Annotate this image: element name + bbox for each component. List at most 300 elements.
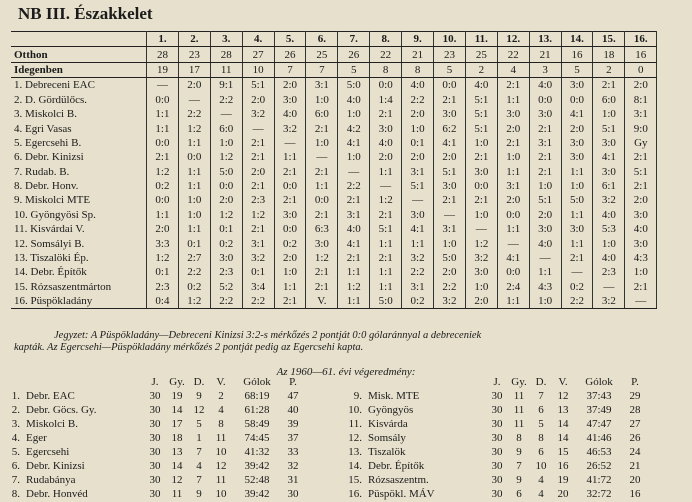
- score-cell: 0:0: [178, 150, 210, 164]
- team-row: [11, 150, 657, 164]
- score-cell: 2:0: [274, 251, 306, 265]
- standings-row: [0, 474, 304, 488]
- score-cell: 2:4: [497, 280, 529, 294]
- score-cell: 3:0: [465, 165, 497, 179]
- score-cell: 1:1: [147, 121, 179, 135]
- score-cell: 2:1: [306, 265, 338, 279]
- standings-drawn: 12: [193, 404, 205, 417]
- score-cell: 2:1: [370, 107, 402, 121]
- standings-header: D.: [193, 376, 205, 389]
- score-cell: 4:0: [593, 208, 625, 222]
- standings-played: 30: [149, 474, 161, 487]
- final-standings-left: [0, 376, 304, 502]
- standings-header-row: [342, 376, 646, 390]
- score-cell: 1:0: [529, 179, 561, 193]
- score-cell: 4:1: [402, 222, 434, 236]
- team-name: 16. Püspökladány: [11, 294, 147, 309]
- score-cell: 3:0: [625, 236, 657, 250]
- column-number: 16.: [625, 32, 657, 47]
- score-cell: 4:0: [529, 236, 561, 250]
- standings-goals: 61:28: [244, 404, 270, 417]
- summary-value: 16: [625, 47, 657, 62]
- summary-value: 8: [370, 62, 402, 77]
- score-cell: 2:1: [529, 121, 561, 135]
- score-cell: 1:1: [274, 280, 306, 294]
- standings-goals: 41:72: [586, 474, 612, 487]
- score-cell: 5:2: [210, 280, 242, 294]
- column-number: 14.: [561, 32, 593, 47]
- standings-row: [342, 474, 646, 488]
- summary-value: 3: [529, 62, 561, 77]
- standings-drawn: 10: [535, 460, 547, 473]
- standings-lost: 10: [215, 446, 227, 459]
- column-number: 2.: [178, 32, 210, 47]
- score-cell: 2:1: [370, 251, 402, 265]
- standings-goals: 41:46: [586, 432, 612, 445]
- team-name: 2. D. Gördülőcs.: [11, 93, 147, 107]
- score-cell: 5:1: [465, 121, 497, 135]
- standings-points: 33: [287, 446, 299, 459]
- score-cell: 1:0: [306, 136, 338, 150]
- score-cell: 3:0: [561, 136, 593, 150]
- score-cell: 4:1: [497, 251, 529, 265]
- standings-goals: 52:48: [244, 474, 270, 487]
- summary-value: 0: [625, 62, 657, 77]
- score-cell: 3:2: [593, 193, 625, 207]
- score-cell: 1:2: [210, 150, 242, 164]
- standings-pos: 8.: [11, 488, 20, 501]
- score-cell: 1:2: [210, 208, 242, 222]
- score-cell: —: [147, 78, 179, 93]
- standings-points: 39: [287, 418, 299, 431]
- score-cell: 1:0: [402, 121, 434, 135]
- score-cell: 4:1: [338, 236, 370, 250]
- standings-won: 11: [513, 418, 525, 431]
- team-row: [11, 208, 657, 222]
- team-row: [11, 294, 657, 309]
- standings-header-name: [20, 376, 144, 390]
- summary-value: 5: [561, 62, 593, 77]
- score-cell: 0:0: [497, 265, 529, 279]
- score-cell: 2:2: [178, 265, 210, 279]
- standings-played: 30: [149, 432, 161, 445]
- score-cell: 1:1: [497, 93, 529, 107]
- score-cell: 4:0: [529, 78, 561, 93]
- team-row: [11, 165, 657, 179]
- score-cell: 1:1: [529, 265, 561, 279]
- summary-value: 28: [210, 47, 242, 62]
- score-cell: 2:1: [465, 193, 497, 207]
- summary-value: 22: [497, 47, 529, 62]
- score-cell: 4:0: [338, 93, 370, 107]
- score-cell: 0:0: [561, 93, 593, 107]
- standings-played: 30: [491, 404, 503, 417]
- score-cell: 0:2: [147, 179, 179, 193]
- score-cell: 2:2: [338, 179, 370, 193]
- score-cell: 1:4: [370, 93, 402, 107]
- score-cell: 1:1: [147, 208, 179, 222]
- score-cell: —: [370, 179, 402, 193]
- score-cell: 0:1: [242, 265, 274, 279]
- standings-team: Egercsehi: [26, 446, 70, 459]
- standings-lost: 13: [557, 404, 569, 417]
- score-cell: 5:1: [465, 93, 497, 107]
- standings-points: 24: [629, 446, 641, 459]
- score-cell: 1:2: [306, 251, 338, 265]
- standings-won: 11: [171, 488, 183, 501]
- score-cell: 2:1: [242, 179, 274, 193]
- standings-team: Somsály: [368, 432, 406, 445]
- score-cell: 0:0: [147, 93, 179, 107]
- standings-row: [0, 446, 304, 460]
- standings-goals: 26:52: [586, 460, 612, 473]
- score-cell: —: [529, 251, 561, 265]
- standings-points: 27: [629, 418, 641, 431]
- score-cell: 0:0: [210, 179, 242, 193]
- score-cell: 1:1: [274, 150, 306, 164]
- summary-row: [11, 47, 657, 62]
- standings-goals: 47:47: [586, 418, 612, 431]
- score-cell: 2:1: [338, 193, 370, 207]
- standings-drawn: 6: [538, 446, 544, 459]
- score-cell: 2:1: [561, 251, 593, 265]
- score-cell: 3:1: [625, 107, 657, 121]
- standings-header: V.: [558, 376, 568, 389]
- score-cell: 2:1: [274, 294, 306, 309]
- standings-won: 12: [171, 474, 183, 487]
- summary-value: 19: [147, 62, 179, 77]
- standings-goals: 39:42: [244, 488, 270, 501]
- score-cell: 0:0: [434, 78, 466, 93]
- standings-won: 8: [516, 432, 522, 445]
- standings-goals: 58:49: [244, 418, 270, 431]
- score-cell: 2:7: [178, 251, 210, 265]
- standings-points: 31: [287, 474, 299, 487]
- note-line-1: Jegyzet: A Püspökladány—Debreceni Kinizsi 3:2-s mérkőzés 2 pontját 0:0 gólaránnyal a debreceniek: [54, 330, 482, 341]
- standings-header: V.: [216, 376, 226, 389]
- column-number: 12.: [497, 32, 529, 47]
- column-number: 13.: [529, 32, 561, 47]
- team-name: 3. Miskolci B.: [11, 107, 147, 121]
- standings-goals: 32:72: [586, 488, 612, 501]
- standings-lost: 8: [218, 418, 224, 431]
- score-cell: 3:0: [529, 107, 561, 121]
- score-cell: 0:4: [147, 294, 179, 309]
- score-cell: 1:0: [497, 150, 529, 164]
- score-cell: 5:1: [434, 165, 466, 179]
- summary-value: 2: [593, 62, 625, 77]
- score-cell: 3:2: [402, 251, 434, 265]
- summary-value: 28: [147, 47, 179, 62]
- team-row: [11, 107, 657, 121]
- score-cell: 1:2: [338, 280, 370, 294]
- score-cell: 0:2: [178, 280, 210, 294]
- standings-header-name: [362, 376, 486, 390]
- score-cell: 1:1: [147, 107, 179, 121]
- score-cell: 4:0: [593, 251, 625, 265]
- score-cell: 0:0: [529, 93, 561, 107]
- column-number: 7.: [338, 32, 370, 47]
- score-cell: 0:0: [147, 136, 179, 150]
- summary-value: 5: [338, 62, 370, 77]
- standings-team: Debr. Építők: [368, 460, 425, 473]
- score-cell: 4:1: [338, 136, 370, 150]
- standings-played: 30: [149, 488, 161, 501]
- score-cell: 2:1: [370, 208, 402, 222]
- standings-played: 30: [149, 460, 161, 473]
- standings-team: Eger: [26, 432, 47, 445]
- score-cell: 2:1: [465, 150, 497, 164]
- standings-points: 40: [287, 404, 299, 417]
- standings-won: 17: [171, 418, 183, 431]
- score-cell: 1:0: [529, 294, 561, 309]
- score-cell: 4:0: [402, 78, 434, 93]
- score-cell: 3:3: [147, 236, 179, 250]
- team-name: 14. Debr. Építők: [11, 265, 147, 279]
- score-cell: 6:0: [210, 121, 242, 135]
- team-row: [11, 193, 657, 207]
- score-cell: 1:2: [147, 251, 179, 265]
- score-cell: 5:1: [529, 193, 561, 207]
- score-cell: 5:0: [561, 193, 593, 207]
- score-cell: 1:2: [178, 294, 210, 309]
- score-cell: 0:0: [497, 208, 529, 222]
- summary-value: 25: [465, 47, 497, 62]
- score-cell: 2:0: [274, 78, 306, 93]
- column-number: 4.: [242, 32, 274, 47]
- score-cell: 3:1: [338, 208, 370, 222]
- standings-played: 30: [491, 418, 503, 431]
- score-cell: 1:2: [242, 208, 274, 222]
- score-cell: 2:1: [306, 280, 338, 294]
- standings-played: 30: [491, 432, 503, 445]
- standings-team: Gyöngyös: [368, 404, 414, 417]
- summary-label: Otthon: [11, 47, 147, 62]
- standings-played: 30: [149, 418, 161, 431]
- standings-won: 13: [171, 446, 183, 459]
- score-cell: 4:1: [593, 150, 625, 164]
- standings-drawn: 7: [196, 446, 202, 459]
- summary-value: 23: [178, 47, 210, 62]
- score-cell: 1:0: [306, 93, 338, 107]
- standings-drawn: 7: [196, 474, 202, 487]
- score-cell: 1:1: [497, 294, 529, 309]
- score-cell: 4:0: [625, 222, 657, 236]
- score-cell: 5:0: [210, 165, 242, 179]
- score-cell: —: [274, 136, 306, 150]
- score-cell: 2:1: [593, 78, 625, 93]
- score-cell: 0:2: [210, 236, 242, 250]
- score-cell: 3:0: [370, 121, 402, 135]
- standings-won: 6: [516, 488, 522, 501]
- score-cell: 3:0: [274, 93, 306, 107]
- score-cell: 3:0: [561, 78, 593, 93]
- standings-drawn: 8: [538, 432, 544, 445]
- standings-drawn: 4: [196, 460, 202, 473]
- team-name: 10. Gyöngyösi Sp.: [11, 208, 147, 222]
- standings-pos: 11.: [348, 418, 362, 431]
- standings-lost: 10: [215, 488, 227, 501]
- score-cell: 0:0: [274, 222, 306, 236]
- note: [14, 330, 684, 354]
- score-cell: 4:3: [625, 251, 657, 265]
- summary-value: 17: [178, 62, 210, 77]
- summary-value: 27: [242, 47, 274, 62]
- standings-won: 9: [516, 446, 522, 459]
- score-cell: 2:2: [210, 93, 242, 107]
- final-standings-right: [342, 376, 646, 502]
- standings-pos: 15.: [348, 474, 362, 487]
- standings-points: 30: [287, 488, 299, 501]
- standings-points: 29: [629, 390, 641, 403]
- score-cell: 2:1: [529, 150, 561, 164]
- score-cell: 3:1: [497, 179, 529, 193]
- score-cell: 4:0: [370, 136, 402, 150]
- standings-pos: 13.: [348, 446, 362, 459]
- header-corner: [11, 32, 147, 47]
- score-cell: 5:1: [625, 165, 657, 179]
- standings-won: 14: [171, 404, 183, 417]
- score-cell: 1:1: [338, 294, 370, 309]
- standings-played: 30: [149, 404, 161, 417]
- standings-won: 14: [171, 460, 183, 473]
- standings-played: 30: [491, 488, 503, 501]
- score-cell: 1:1: [497, 222, 529, 236]
- score-cell: 2:2: [434, 280, 466, 294]
- score-cell: 5:1: [370, 222, 402, 236]
- score-cell: 2:1: [529, 165, 561, 179]
- standings-row: [0, 488, 304, 502]
- score-cell: 3:0: [625, 208, 657, 222]
- score-cell: 1:0: [178, 193, 210, 207]
- summary-value: 18: [593, 47, 625, 62]
- score-cell: 3:2: [274, 121, 306, 135]
- score-cell: 2:2: [178, 107, 210, 121]
- score-cell: 6:2: [434, 121, 466, 135]
- score-cell: 1:0: [625, 265, 657, 279]
- team-name: 12. Somsályi B.: [11, 236, 147, 250]
- score-cell: 0:2: [561, 280, 593, 294]
- score-cell: —: [402, 193, 434, 207]
- standings-row: [342, 460, 646, 474]
- standings-pos: 14.: [348, 460, 362, 473]
- score-cell: —: [178, 93, 210, 107]
- standings-header: J.: [493, 376, 501, 389]
- standings-won: 11: [513, 404, 525, 417]
- score-cell: 1:1: [561, 236, 593, 250]
- score-cell: 1:1: [178, 179, 210, 193]
- standings-team: Misk. MTE: [368, 390, 420, 403]
- summary-value: 7: [306, 62, 338, 77]
- standings-pos: 3.: [11, 418, 20, 431]
- score-cell: 1:0: [178, 208, 210, 222]
- team-name: 4. Egri Vasas: [11, 121, 147, 135]
- score-cell: 2:1: [306, 208, 338, 222]
- score-cell: 2:1: [274, 165, 306, 179]
- column-number: 9.: [402, 32, 434, 47]
- standings-drawn: 7: [538, 390, 544, 403]
- standings-team: Miskolci B.: [26, 418, 78, 431]
- score-cell: —: [210, 107, 242, 121]
- score-cell: 0:1: [210, 222, 242, 236]
- team-row: [11, 179, 657, 193]
- score-cell: 2:1: [497, 78, 529, 93]
- standings-lost: 12: [215, 460, 227, 473]
- score-cell: 3:0: [593, 165, 625, 179]
- standings-drawn: 5: [196, 418, 202, 431]
- standings-points: 28: [629, 404, 641, 417]
- score-cell: 9:1: [210, 78, 242, 93]
- standings-points: 26: [629, 432, 641, 445]
- standings-pos: 12.: [348, 432, 362, 445]
- score-cell: 2:2: [242, 294, 274, 309]
- score-cell: 3:0: [434, 179, 466, 193]
- standings-team: Tiszalök: [368, 446, 406, 459]
- score-cell: 0:0: [306, 193, 338, 207]
- team-name: 8. Debr. Honv.: [11, 179, 147, 193]
- score-cell: 2:0: [434, 265, 466, 279]
- standings-header: Gy.: [169, 376, 185, 389]
- score-cell: 1:0: [593, 236, 625, 250]
- standings-won: 11: [513, 390, 525, 403]
- score-cell: —: [242, 121, 274, 135]
- score-cell: 3:1: [242, 236, 274, 250]
- score-cell: —: [561, 265, 593, 279]
- score-cell: 2:3: [147, 280, 179, 294]
- standings-won: 18: [171, 432, 183, 445]
- score-cell: 2:0: [625, 78, 657, 93]
- score-cell: 3:0: [529, 222, 561, 236]
- standings-goals: 74:45: [244, 432, 270, 445]
- standings-points: 32: [287, 460, 299, 473]
- score-cell: 2:0: [434, 150, 466, 164]
- standings-points: 37: [287, 432, 299, 445]
- score-cell: 1:1: [370, 280, 402, 294]
- score-cell: 2:0: [242, 165, 274, 179]
- score-cell: 4:3: [529, 280, 561, 294]
- score-cell: 1:1: [497, 165, 529, 179]
- score-cell: Gy: [625, 136, 657, 150]
- team-row: [11, 78, 657, 93]
- column-number: 11.: [465, 32, 497, 47]
- standings-points: 16: [629, 488, 641, 501]
- score-cell: 3:1: [402, 165, 434, 179]
- score-cell: 0:1: [147, 265, 179, 279]
- summary-value: 5: [434, 62, 466, 77]
- standings-row: [342, 418, 646, 432]
- standings-header: Gy.: [511, 376, 527, 389]
- score-cell: 5:0: [370, 294, 402, 309]
- standings-header: J.: [151, 376, 159, 389]
- standings-header-pos: [0, 376, 20, 390]
- score-cell: 2:0: [465, 294, 497, 309]
- standings-header: P.: [289, 376, 297, 389]
- standings-played: 30: [491, 446, 503, 459]
- score-cell: 1:2: [178, 121, 210, 135]
- score-cell: 1:0: [593, 107, 625, 121]
- score-cell: 1:2: [370, 193, 402, 207]
- score-cell: 1:1: [561, 208, 593, 222]
- score-cell: 2:1: [242, 222, 274, 236]
- score-cell: 3:1: [529, 136, 561, 150]
- standings-lost: 19: [557, 474, 569, 487]
- standings-row: [342, 404, 646, 418]
- standings-lost: 12: [557, 390, 569, 403]
- standings-pos: 5.: [11, 446, 20, 459]
- standings-won: 7: [516, 460, 522, 473]
- column-number: 6.: [306, 32, 338, 47]
- team-row: [11, 280, 657, 294]
